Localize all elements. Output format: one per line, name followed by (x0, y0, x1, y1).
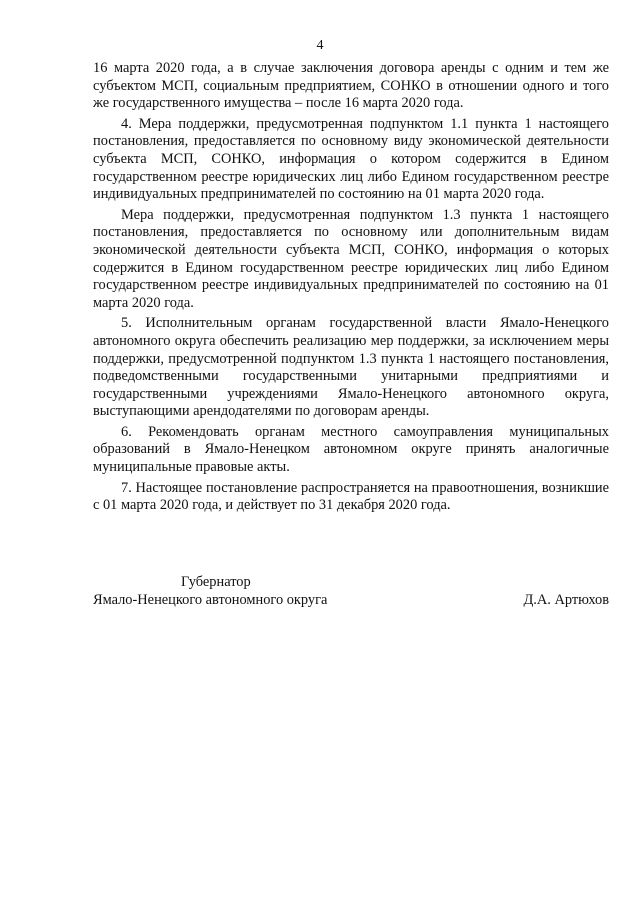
paragraph-item-4-support-measure: Мера поддержки, предусмотренная подпунктом 1.3 пункта 1 настоящего постановления, предоставляется по основному или дополнительным видам экономической деятельности субъекта МСП, СОНКО, информация о которых содержится в Едином государственном реестре юридических лиц либо Едином государственном реестре индивидуальных предпринимателей по состоянию на 01 марта 2020 года. (93, 206, 609, 311)
signatory-position-region: Ямало-Ненецкого автономного округа (93, 592, 328, 608)
paragraph-continuation: 16 марта 2020 года, а в случае заключения договора аренды с одним и тем же субъектом МСП, социальным предприятием, СОНКО в отношении одного и того же государственного имущества – после 16 марта 2020 года. (93, 60, 609, 112)
signatory-position-title: Губернатор (181, 574, 251, 590)
paragraph-item-7: 7. Настоящее постановление распространяется на правоотношения, возникшие с 01 марта 2020 года, и действует по 31 декабря 2020 года. (93, 479, 609, 514)
signatory-name: Д.А. Артюхов (523, 592, 609, 608)
paragraph-item-4: 4. Мера поддержки, предусмотренная подпунктом 1.1 пункта 1 настоящего постановления, предоставляется по основному виду экономической деятельности субъекта МСП, СОНКО, информация о котором содержится в Едином государственном реестре юридических лиц либо Едином государственном реестре индивидуальных предпринимателей по состоянию на 01 марта 2020 года. (93, 115, 609, 203)
page-number: 4 (316, 38, 324, 53)
paragraph-item-6: 6. Рекомендовать органам местного самоуправления муниципальных образований в Ямало-Ненецком автономном округе принять аналогичные муниципальные правовые акты. (93, 423, 609, 476)
signature-row (93, 591, 609, 609)
paragraph-item-5: 5. Исполнительным органам государственной власти Ямало-Ненецкого автономного округа обеспечить реализацию мер поддержки, за исключением меры поддержки, предусмотренной подпунктом 1.3 пункта 1 настоящего постановления, подведомственными государственными унитарными предприятиями и государственными учреждениями Ямало-Ненецкого автономного округа, выступающими арендодателями по договорам аренды. (93, 315, 609, 420)
signature-block (93, 573, 609, 609)
document-body (93, 60, 609, 515)
